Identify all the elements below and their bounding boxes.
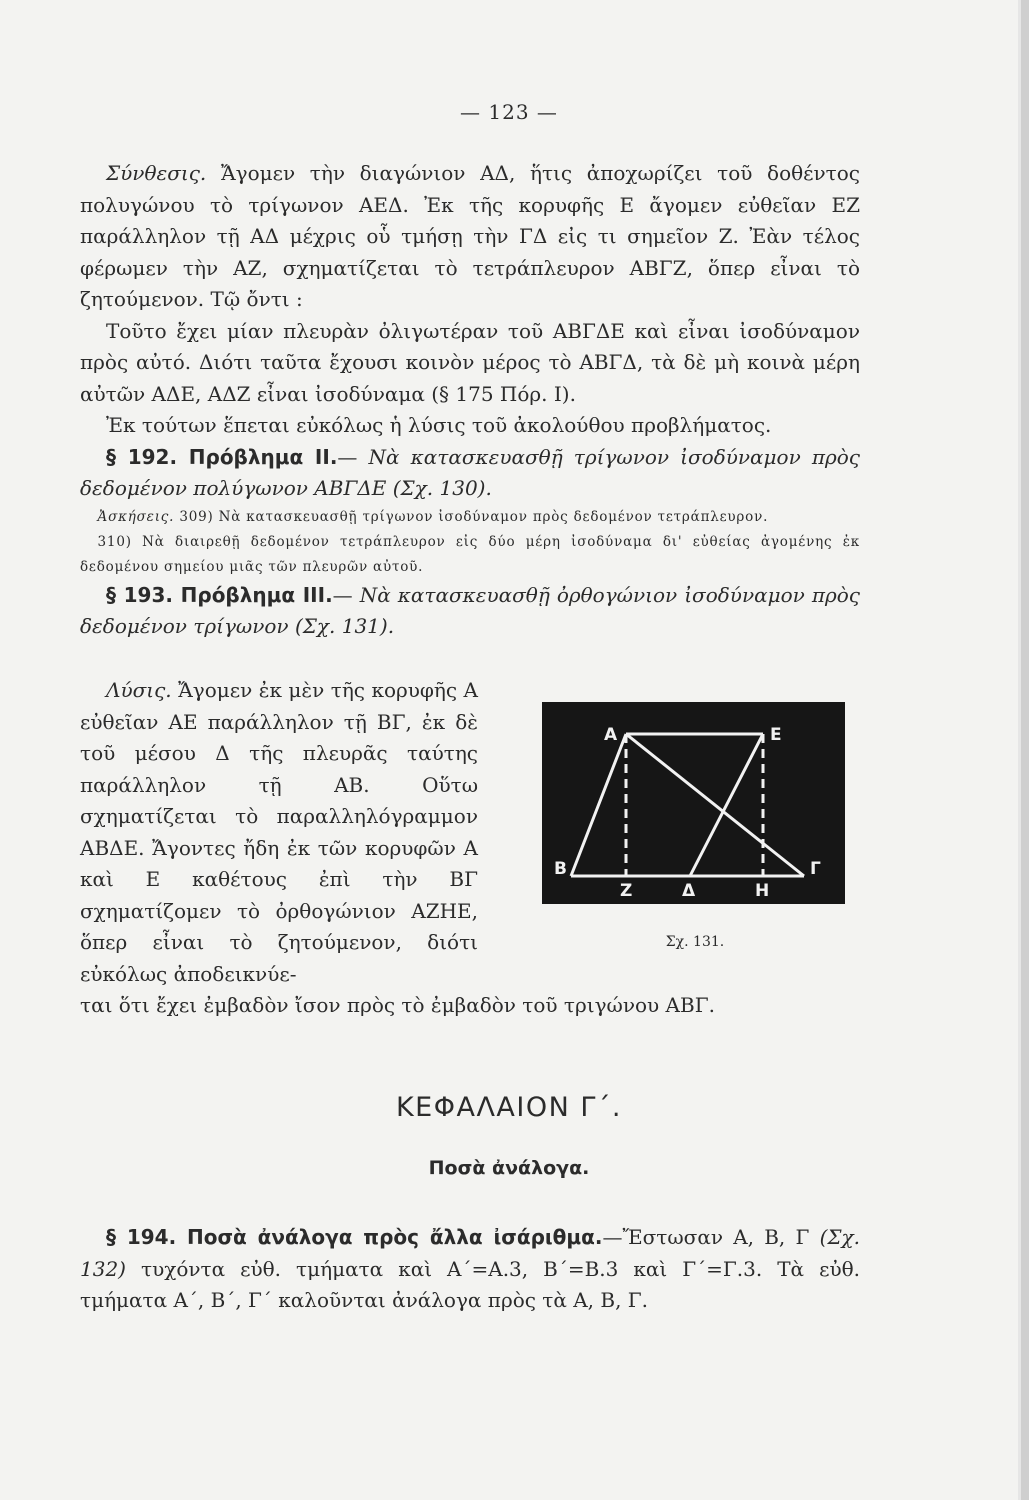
section-192-heading: § 192. Πρόβλημα ΙΙ. — [106, 444, 338, 469]
label-A: Α — [604, 725, 618, 745]
section-194-dash: — — [602, 1225, 623, 1249]
follows-paragraph: Ἐκ τούτων ἕπεται εὐκόλως ἡ λύσις τοῦ ἀκολούθου προβλήματος. — [106, 413, 772, 437]
solution-section — [80, 675, 478, 990]
solution-paragraph — [80, 675, 478, 990]
synthesis-paragraph — [80, 158, 860, 316]
synthesis-label: Σύνθεσις. — [106, 161, 207, 185]
exercises — [80, 505, 860, 580]
chapter-title: ΚΕΦΑΛΑΙΟΝ Γ΄. — [395, 1092, 623, 1123]
exercise-310: 310) Νὰ διαιρεθῇ δεδομένον τετράπλευρον εἰς δύο μέρη ἰσοδύναμα δι' εὐθείας ἀγομένης ἐκ δεδομένου σημείου μιᾶς τῶν πλευρῶν αὐτοῦ. — [80, 533, 860, 575]
problem-193 — [80, 580, 860, 643]
section-194-text2: τυχόντα εὐθ. τμήματα καὶ Α΄=Α.3, Β΄=Β.3 καὶ Γ΄=Γ.3. Τὰ εὐθ. τμήματα Α΄, Β΄, Γ΄ καλοῦνται ἀνάλογα πρὸς τὰ Α, Β, Γ. — [80, 1256, 860, 1312]
label-E: Ε — [770, 725, 782, 745]
figure-131 — [542, 702, 845, 904]
exercises-label: Ἀσκήσεις. — [97, 508, 175, 525]
solution-text: Ἄγομεν ἐκ μὲν τῆς κορυφῆς Α εὐθεῖαν ΑΕ παράλληλον τῇ ΒΓ, ἐκ δὲ τοῦ μέσου Δ τῆς πλευρᾶς ταύτης παράλληλον τῇ ΑΒ. Οὕτω σχηματίζεται τὸ παραλληλόγραμμον ΑΒΔΕ. Ἄγοντες ἤδη ἐκ τῶν κορυφῶν Α καὶ Ε καθέτους ἐπὶ τὴν ΒΓ σχηματίζομεν τὸ ὀρθογώνιον ΑΖΗΕ, ὅπερ εἶναι τὸ ζητούμενον, διότι εὐκόλως ἀποδεικνύε- — [80, 678, 478, 986]
section-194-paragraph — [80, 1222, 860, 1317]
proof-paragraph: Τοῦτο ἔχει μίαν πλευρὰν ὀλιγωτέραν τοῦ ΑΒΓΔΕ καὶ εἶναι ἰσοδύναμον πρὸς αὐτό. Διότι ταῦτα ἔχουσι κοινὸν μέρος τὸ ΑΒΓΔ, τὰ δὲ μὴ κοινὰ μέρη αὐτῶν ΑΔΕ, ΑΔΖ εἶναι ἰσοδύναμα (§ 175 Πόρ. Ι). — [80, 318, 860, 406]
section-193-dash: — — [332, 582, 360, 607]
exercise-309 — [80, 505, 860, 530]
label-H: Η — [755, 881, 770, 901]
solution-label: Λύσις. — [106, 678, 172, 702]
section-194-heading: § 194. Ποσὰ ἀνάλογα πρὸς ἄλλα ἰσάριθμα. — [106, 1225, 603, 1249]
label-Z: Ζ — [620, 881, 633, 901]
line-ED — [690, 734, 763, 876]
section-194-ref: (Σχ. 132) — [80, 1225, 860, 1281]
problem-192 — [80, 442, 860, 505]
exercise-309-text: 309) Νὰ κατασκευασθῇ τρίγωνον ἰσοδύναμον πρὸς δεδομένον τετράπλευρον. — [174, 508, 769, 525]
line-AB — [571, 734, 626, 876]
section-193-heading: § 193. Πρόβλημα ΙΙΙ. — [106, 582, 333, 607]
section-194 — [80, 1222, 860, 1317]
solution-tail — [80, 990, 860, 1022]
synthesis-text: Ἄγομεν τὴν διαγώνιον ΑΔ, ἥτις ἀποχωρίζει τοῦ δοθέντος πολυγώνου τὸ τρίγωνον ΑΕΔ. Ἐκ τῆς κορυφῆς Ε ἄγομεν εὐθεῖαν ΕΖ παράλληλον τῇ ΑΔ μέχρις οὗ τμήσῃ τὴν ΓΔ εἰς τι σημεῖον Ζ. Ἐὰν τέλος φέρωμεν τὴν ΑΖ, σχηματίζεται τὸ τετράπλευρον ΑΒΓΖ, ὅπερ εἶναι τὸ ζητούμενον. Τῷ ὄντι : — [80, 161, 860, 311]
chapter-subtitle: Ποσὰ ἀνάλογα. — [428, 1157, 590, 1179]
section-192-title: Νὰ κατασκευασθῇ τρίγωνον ἰσοδύναμον πρὸς δεδομένον πολύγωνον ΑΒΓΔΕ (Σχ. 130). — [80, 444, 860, 500]
label-D: Δ — [682, 881, 696, 901]
synthesis-section — [80, 158, 860, 643]
figure-131-caption: Σχ. 131. — [665, 934, 725, 950]
section-192-dash: — — [337, 444, 369, 469]
solution-tail-text: ται ὅτι ἔχει ἐμβαδὸν ἴσον πρὸς τὸ ἐμβαδὸν τοῦ τριγώνου ΑΒΓ. — [80, 993, 715, 1017]
label-G: Γ — [810, 859, 821, 879]
line-AG — [626, 734, 804, 876]
section-193-title: Νὰ κατασκευασθῇ ὀρθογώνιον ἰσοδύναμον πρὸς δεδομένον τρίγωνον (Σχ. 131). — [80, 582, 860, 638]
label-B: Β — [554, 859, 567, 879]
section-194-text: Ἔστωσαν Α, Β, Γ — [622, 1225, 820, 1249]
page-number: — 123 — — [460, 100, 558, 124]
figure-131-diagram — [542, 702, 845, 904]
